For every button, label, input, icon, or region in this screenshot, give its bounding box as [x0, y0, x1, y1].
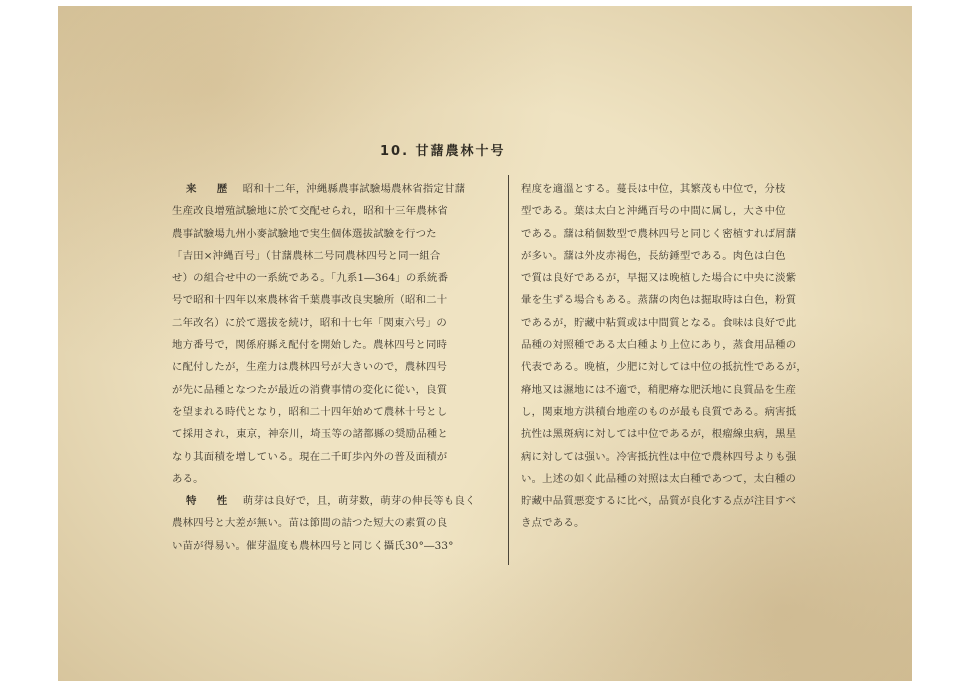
text-content: 二年改名）に於て選拔を続け，昭和十七年「関東六号」の [172, 316, 447, 329]
text-line: 貯藏中品質悪変するに比べ，品質が良化する点が注目すべ [521, 495, 797, 508]
text-line: 代表である。晚植，少肥に対しては中位の抵抗性であるが， [521, 361, 807, 374]
right-column [521, 178, 847, 535]
text-line: し，関東地方洪積台地産のものが最も良質である。病害抵 [521, 405, 797, 418]
left-column [172, 178, 498, 557]
text-line: である。藷は稍個数型で農林四号と同じく密植すれば屑藷 [521, 227, 797, 240]
text-content: い苗が得易い。催芽温度も農林四号と同じく攝氏30°―33° [172, 539, 454, 552]
text-line: 瘠地又は濕地には不適で，稍肥瘠な肥沃地に良質品を生産 [521, 383, 797, 396]
text-line: 型である。葉は太白と沖縄百号の中間に属し，大さ中位 [521, 205, 786, 218]
text-line: 程度を適溫とする。蔓長は中位，其繁茂も中位で，分枝 [521, 183, 786, 195]
text-line: 暈を生ずる場合もある。蒸藷の肉色は掘取時は白色，粉質 [521, 294, 797, 307]
text-line [172, 178, 498, 200]
text-line [172, 512, 498, 534]
text-line: で質は良好であるが，早掘又は晚植した場合に中央に淡紫 [521, 272, 797, 285]
text-line: であるが，貯藏中粘質或は中間質となる。食味は良好で此 [521, 316, 797, 329]
text-content: 地方番号で，関係府縣え配付を開始した。農林四号と同時 [172, 339, 448, 352]
text-line [172, 379, 498, 401]
text-content: て採用され，東京，神奈川，埼玉等の諸都縣の奨励品種と [172, 428, 448, 441]
text-line [172, 535, 498, 557]
page-title: 10. 甘藷農林十号 [380, 144, 506, 159]
text-line [172, 289, 498, 311]
text-line: い。上述の如く此品種の対照は太白種であつて，太白種の [521, 472, 797, 485]
text-line [172, 490, 498, 512]
text-line: き点である。 [521, 517, 585, 530]
text-line: が多い。藷は外皮赤褐色，長紡錘型である。肉色は白色 [521, 249, 786, 262]
text-line [172, 200, 498, 222]
text-content: 号で昭和十四年以來農林省千葉農事改良実驗所（昭和二十 [172, 294, 448, 307]
text-line: 品種の対照種である太白種より上位にあり，蒸食用品種の [521, 339, 797, 352]
text-content: 生産改良增殖試驗地に於て交配せられ，昭和十三年農林省 [172, 205, 448, 218]
text-content: 萌芽は良好で，且，萌芽数，萌芽の伸長等も良く [242, 495, 476, 508]
text-line [172, 423, 498, 445]
text-content: 農林四号と大差が無い。苗は節間の詰つた短大の素質の良 [172, 517, 448, 530]
text-line [172, 401, 498, 423]
text-line [172, 223, 498, 245]
text-content: を望まれる時代となり，昭和二十四年始めて農林十号とし [172, 405, 448, 418]
text-line [172, 267, 498, 289]
text-content: 農事試驗場九州小麥試驗地で実生個体選拔試驗を行つた [172, 227, 437, 240]
text-line [172, 356, 498, 378]
text-content: 「吉田×沖縄百号」（甘藷農林二号同農林四号と同一組合 [172, 249, 441, 262]
text-content: が先に品種となつたが最近の消費事情の変化に從い，良質 [172, 383, 448, 396]
column-divider [508, 175, 509, 565]
section-heading: 特 性 [186, 495, 233, 508]
text-line [172, 468, 498, 490]
text-line [172, 334, 498, 356]
text-content: 昭和十二年，沖縄縣農事試驗場農林省指定甘藷 [242, 183, 466, 195]
section-heading: 来 歴 [186, 183, 233, 195]
text-line: 病に対しては强い。冷害抵抗性は中位で農林四号よりも强 [521, 450, 797, 463]
text-line [172, 245, 498, 267]
text-content: に配付したが，生産力は農林四号が大きいので，農林四号 [172, 361, 448, 374]
text-content: ある。 [172, 472, 204, 485]
text-line [172, 312, 498, 334]
text-content: せ）の組合せ中の一系統である。「九系1―364」の系統番 [172, 272, 449, 285]
text-line [172, 446, 498, 468]
text-content: なり其面積を增している。現在二千町歩內外の普及面積が [172, 450, 448, 463]
text-line: 抗性は黑斑病に対しては中位であるが，根瘤線虫病，黑星 [521, 428, 797, 441]
